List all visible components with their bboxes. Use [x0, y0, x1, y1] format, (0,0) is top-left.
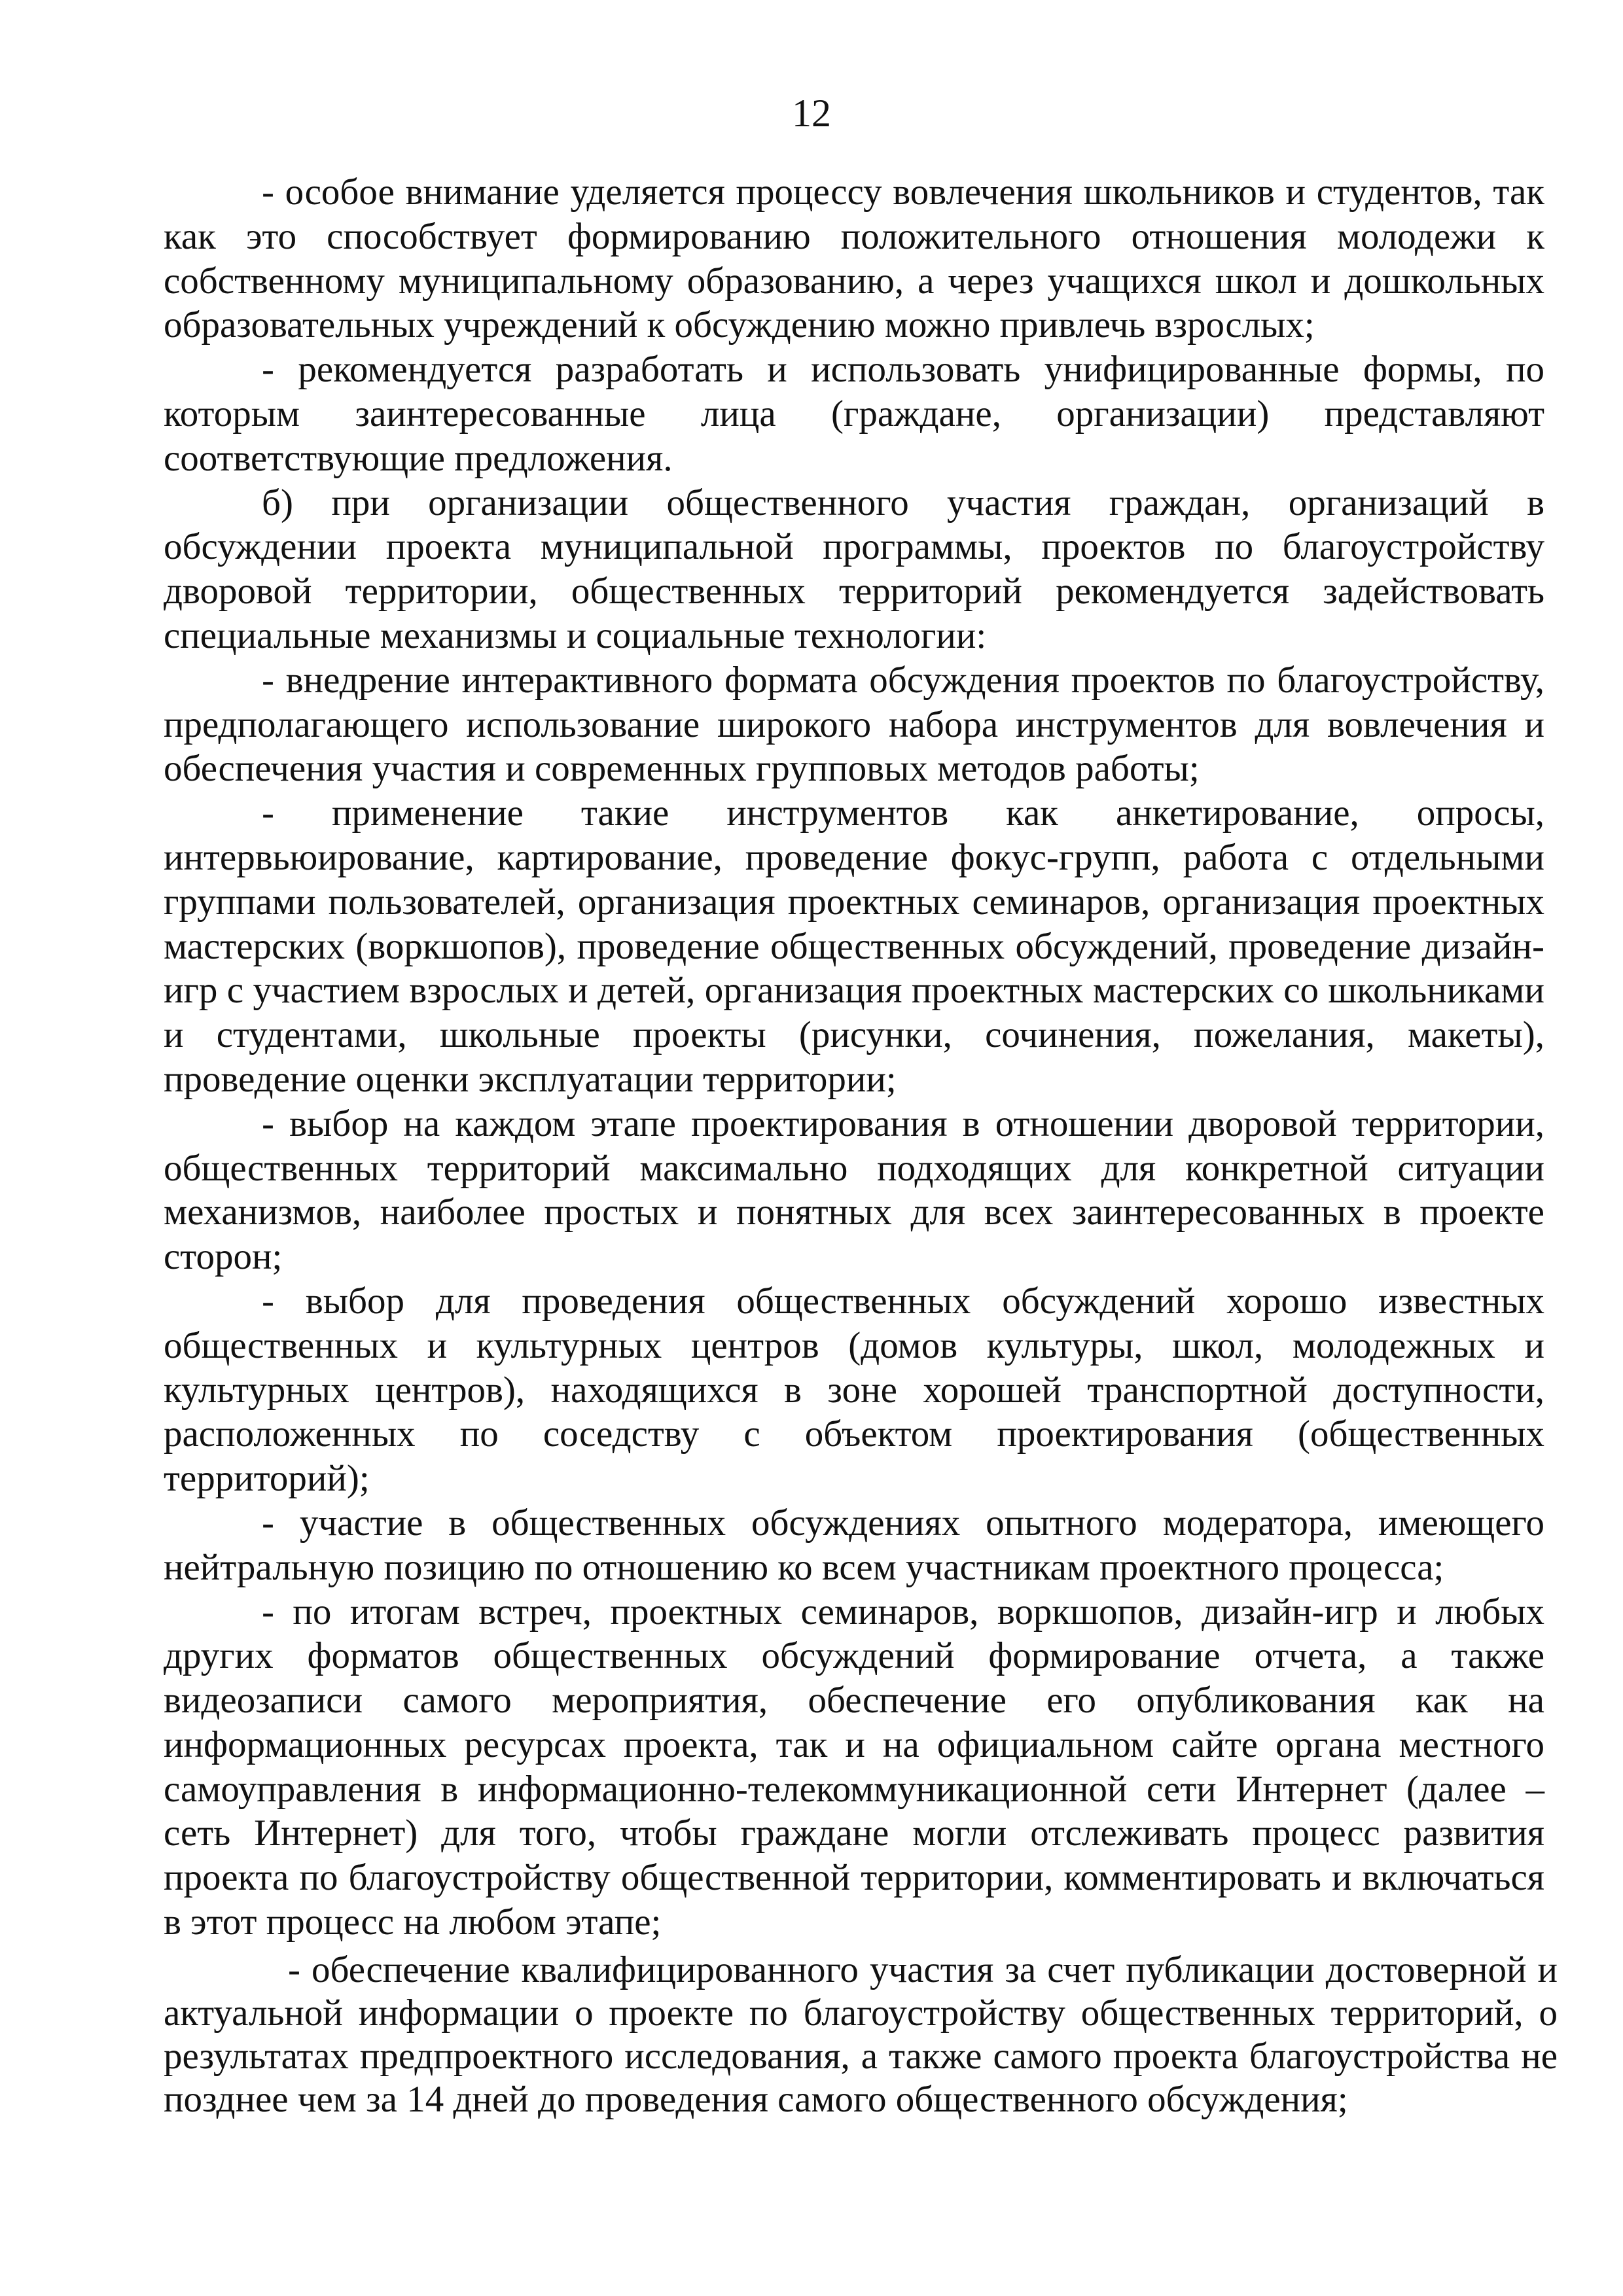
paragraph-qualified-participation: - обеспечение квалифицированного участия за счет публикации достоверной и актуальной информации о проекте по благоустройству общественных территорий, о результатах предпроектного исследования, а также самого проекта благоустройства не позднее чем за 14 дней до проведения самого общественного обсуждения;	[164, 1949, 1558, 2120]
paragraph-unified-forms: - рекомендуется разработать и использовать унифицированные формы, по которым заинтересованные лица (граждане, организации) представляют соответствующие предложения.	[164, 349, 1544, 479]
paragraph-schoolchildren-involvement: - особое внимание уделяется процессу вовлечения школьников и студентов, так как это способствует формированию положительного отношения молодежи к собственному муниципальному образованию, а через учащихся школ и дошкольных образовательных учреждений к обсуждению можно привлечь взрослых;	[164, 171, 1544, 346]
paragraph-report-publication: - по итогам встреч, проектных семинаров, воркшопов, дизайн-игр и любых других форматов общественных обсуждений формирование отчета, а также видеозаписи самого мероприятия, обеспечение его опубликования как на информационных ресурсах проекта, так и на официальном сайте органа местного самоуправления в информационно-телекоммуникационной сети Интернет (далее – сеть Интернет) для того, чтобы граждане могли отслеживать процесс развития проекта по благоустройству общественной территории, комментировать и включаться в этот процесс на любом этапе;	[164, 1591, 1544, 1943]
paragraph-moderator: - участие в общественных обсуждениях опытного модератора, имеющего нейтральную позицию по отношению ко всем участникам проектного процесса;	[164, 1502, 1544, 1588]
paragraph-section-b: б) при организации общественного участия граждан, организаций в обсуждении проекта муниципальной программы, проектов по благоустройству дворовой территории, общественных территорий рекомендуется задействовать специальные механизмы и социальные технологии:	[164, 482, 1544, 656]
paragraph-interactive-format: - внедрение интерактивного формата обсуждения проектов по благоустройству, предполагающего использование широкого набора инструментов для вовлечения и обеспечения участия и современных групповых методов работы;	[164, 659, 1544, 790]
page-number: 12	[792, 92, 831, 135]
document-body	[164, 170, 1558, 2121]
paragraph-venue-choice: - выбор для проведения общественных обсуждений хорошо известных общественных и культурных центров (домов культуры, школ, молодежных и культурных центров), находящихся в зоне хорошей транспортной доступности, расположенных по соседству с объектом проектирования (общественных территорий);	[164, 1280, 1544, 1500]
paragraph-tools-application: - применение такие инструментов как анкетирование, опросы, интервьюирование, картирование, проведение фокус-групп, работа с отдельными группами пользователей, организация проектных семинаров, организация проектных мастерских (воркшопов), проведение общественных обсуждений, проведение дизайн-игр с участием взрослых и детей, организация проектных мастерских со школьниками и студентами, школьные проекты (рисунки, сочинения, пожелания, макеты), проведение оценки эксплуатации территории;	[164, 792, 1544, 1100]
paragraph-mechanism-choice: - выбор на каждом этапе проектирования в отношении дворовой территории, общественных территорий максимально подходящих для конкретной ситуации механизмов, наиболее простых и понятных для всех заинтересованных в проекте сторон;	[164, 1103, 1544, 1278]
